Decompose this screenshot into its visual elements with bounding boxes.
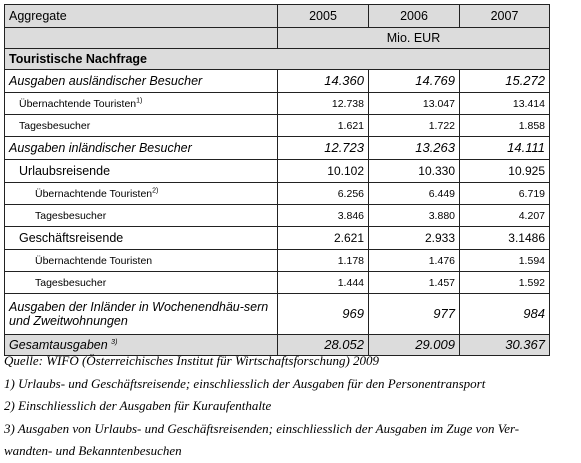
header-aggregate: Aggregate [5, 5, 278, 28]
footnote-3: 3) Ausgaben von Urlaubs- und Geschäftsreisenden; einschliesslich der Ausgaben im Zuge von Ver- [4, 420, 520, 436]
row-label: Übernachtende Touristen [5, 250, 278, 272]
row-label: Ausgaben inländischer Besucher [5, 137, 278, 160]
row-value-2007: 15.272 [460, 70, 550, 93]
header-year-2007: 2007 [460, 5, 550, 28]
header-year-2006: 2006 [369, 5, 460, 28]
row-value-2006: 6.449 [369, 183, 460, 205]
row-value-2007: 4.207 [460, 205, 550, 227]
row-value-2007: 1.594 [460, 250, 550, 272]
table-row [5, 294, 550, 335]
row-value-2006: 1.722 [369, 115, 460, 137]
row-value-2005: 14.360 [278, 70, 369, 93]
row-value-2006: 3.880 [369, 205, 460, 227]
table-row [5, 227, 550, 250]
row-label: Übernachtende Touristen$^{1)}$ [5, 93, 278, 115]
unit-label: Mio. EUR [278, 28, 550, 49]
footnote-2: 2) Einschliesslich der Ausgaben für Kuraufenthalte [4, 398, 272, 413]
row-value-2006: 2.933 [369, 227, 460, 250]
row-value-2005: 2.621 [278, 227, 369, 250]
table-row [5, 272, 550, 294]
header-row [5, 5, 550, 28]
row-label: Gesamtausgaben $^{3)}$ [5, 335, 278, 356]
table-row [5, 183, 550, 205]
row-value-2005: 969 [278, 294, 369, 335]
row-value-2006: 13.263 [369, 137, 460, 160]
table-row [5, 93, 550, 115]
unit-row [5, 28, 550, 49]
footnote-ref: 3) [111, 338, 118, 346]
table-notes [4, 350, 576, 463]
row-value-2007: 3.1486 [460, 227, 550, 250]
row-value-2006: 14.769 [369, 70, 460, 93]
unit-row-blank [5, 28, 278, 49]
table-row [5, 137, 550, 160]
footnote-3-continued: wandten- und Bekanntenbesuchen [4, 443, 182, 458]
row-value-2005: 28.052 [278, 335, 369, 356]
row-value-2007: 14.111 [460, 137, 550, 160]
row-value-2005: 3.846 [278, 205, 369, 227]
section-row [5, 49, 550, 70]
row-value-2005: 1.178 [278, 250, 369, 272]
row-label: Ausgaben ausländischer Besucher [5, 70, 278, 93]
section-title: Touristische Nachfrage [5, 49, 550, 70]
row-value-2006: 1.457 [369, 272, 460, 294]
row-value-2007: 1.592 [460, 272, 550, 294]
footnote-ref: 2) [152, 187, 159, 194]
row-label: Ausgaben der Inländer in Wochenendhäu-sern und Zweitwohnungen [5, 294, 278, 335]
header-year-2005: 2005 [278, 5, 369, 28]
row-label: Tagesbesucher [5, 272, 278, 294]
row-label: Tagesbesucher [5, 115, 278, 137]
table-row [5, 205, 550, 227]
row-value-2006: 13.047 [369, 93, 460, 115]
row-value-2005: 1.621 [278, 115, 369, 137]
row-value-2007: 6.719 [460, 183, 550, 205]
row-label: Geschäftsreisende [5, 227, 278, 250]
row-value-2007: 13.414 [460, 93, 550, 115]
table-row [5, 160, 550, 183]
source-note: Quelle: WIFO (Österreichisches Institut für Wirtschaftsforschung) 2009 [4, 353, 380, 368]
row-value-2007: 984 [460, 294, 550, 335]
table-row [5, 70, 550, 93]
row-value-2005: 12.738 [278, 93, 369, 115]
row-value-2005: 12.723 [278, 137, 369, 160]
table-row [5, 250, 550, 272]
row-label: Tagesbesucher [5, 205, 278, 227]
row-value-2007: 30.367 [460, 335, 550, 356]
row-label: Übernachtende Touristen$^{2)}$ [5, 183, 278, 205]
row-value-2005: 10.102 [278, 160, 369, 183]
row-value-2006: 10.330 [369, 160, 460, 183]
row-label: Urlaubsreisende [5, 160, 278, 183]
row-value-2007: 1.858 [460, 115, 550, 137]
table-row [5, 115, 550, 137]
row-value-2005: 1.444 [278, 272, 369, 294]
row-value-2006: 977 [369, 294, 460, 335]
row-value-2006: 29.009 [369, 335, 460, 356]
row-value-2006: 1.476 [369, 250, 460, 272]
row-value-2005: 6.256 [278, 183, 369, 205]
footnote-1: 1) Urlaubs- und Geschäftsreisende; einschliesslich der Ausgaben für den Personentransport [4, 375, 486, 391]
tourism-expenditure-table [4, 4, 550, 356]
row-value-2007: 10.925 [460, 160, 550, 183]
footnote-ref: 1) [136, 97, 143, 104]
